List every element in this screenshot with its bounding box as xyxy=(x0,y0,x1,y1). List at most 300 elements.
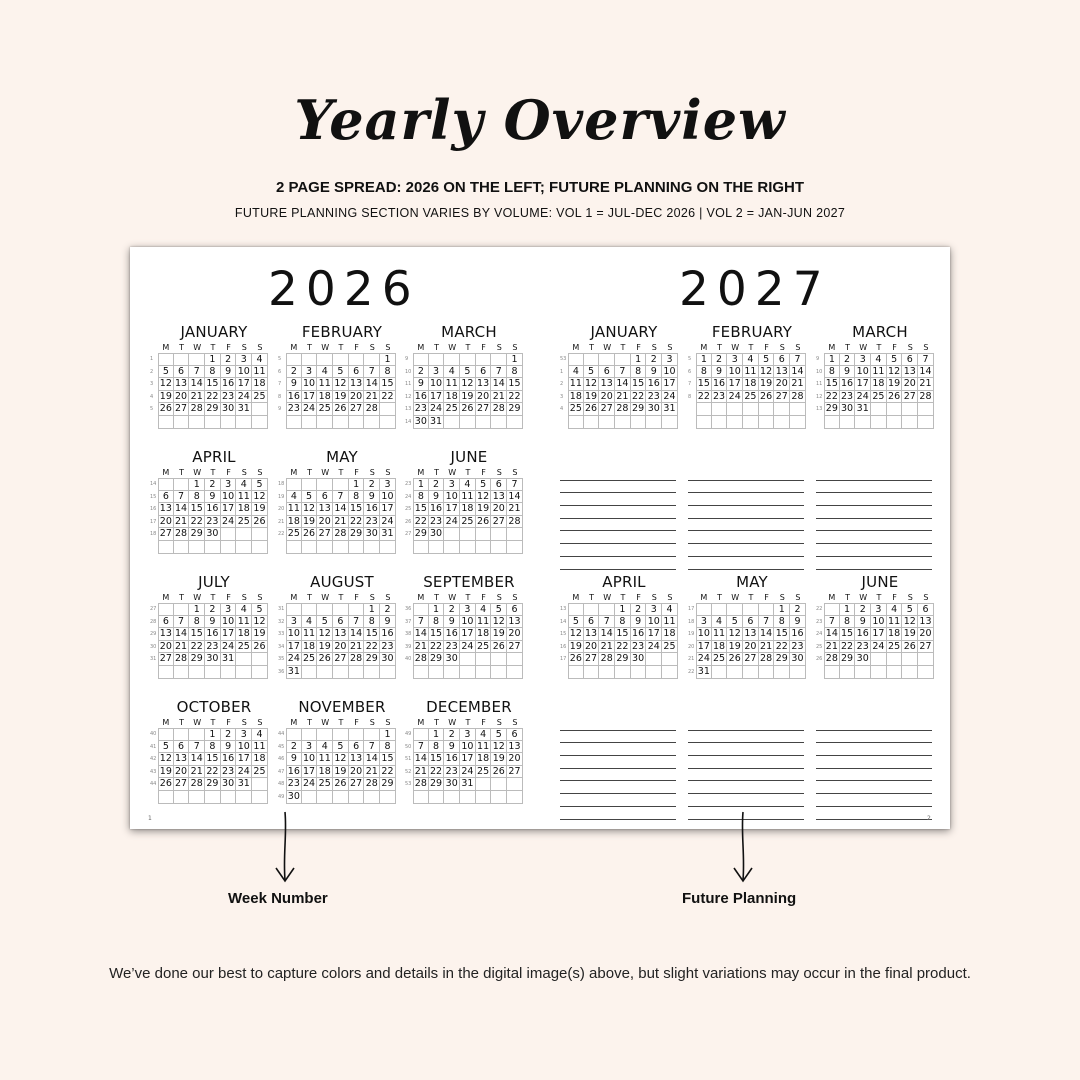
day-cell: 16 xyxy=(287,765,300,777)
weekday-label: S xyxy=(779,593,785,602)
weekday-label: T xyxy=(748,593,754,602)
weekday-label: S xyxy=(667,593,673,602)
day-cell: 10 xyxy=(302,753,318,766)
day-cell xyxy=(286,478,302,491)
day-cell: 16 xyxy=(429,503,445,516)
weekday-label: M xyxy=(572,343,580,352)
day-cell xyxy=(236,541,252,554)
day-cell: 12 xyxy=(491,616,507,629)
day-cell: 2 xyxy=(444,603,460,616)
weekday-label: F xyxy=(764,593,769,602)
week-number: 41 xyxy=(150,743,157,750)
day-cell: 20 xyxy=(174,766,190,779)
day-cell xyxy=(158,416,174,429)
day-cell: 27 xyxy=(902,391,918,404)
day-cell xyxy=(507,666,523,679)
day-cell xyxy=(790,416,806,429)
day-cell: 31 xyxy=(662,403,678,416)
weekday-label: S xyxy=(512,593,518,602)
month-name: JUNE xyxy=(861,573,899,591)
day-cell: 12 xyxy=(491,741,507,754)
week-row xyxy=(278,403,396,416)
day-cell: 7 xyxy=(790,353,806,366)
day-cell: 6 xyxy=(158,491,174,504)
day-cell xyxy=(491,353,507,366)
day-cell: 13 xyxy=(584,628,600,641)
day-cell: 12 xyxy=(887,366,903,379)
week-number: 25 xyxy=(816,643,823,650)
day-cell: 1 xyxy=(631,353,647,366)
month-may xyxy=(688,573,806,679)
week-number: 46 xyxy=(278,756,285,763)
week-row xyxy=(278,516,396,529)
week-number: 17 xyxy=(560,656,567,663)
day-cell: 11 xyxy=(317,753,333,766)
day-cell: 13 xyxy=(174,378,190,391)
day-cell: 25 xyxy=(287,528,300,540)
day-cell: 27 xyxy=(507,641,523,654)
weekday-label: F xyxy=(226,343,231,352)
day-cell xyxy=(252,403,268,416)
day-cell xyxy=(221,528,237,541)
writing-line xyxy=(816,743,932,756)
day-cell xyxy=(460,791,476,804)
week-row xyxy=(278,766,396,779)
day-cell: 1 xyxy=(205,728,221,741)
weekday-label: F xyxy=(481,468,486,477)
day-cell: 26 xyxy=(569,653,582,665)
weekday-label: M xyxy=(828,343,836,352)
weekday-label: S xyxy=(923,343,929,352)
day-cell: 18 xyxy=(317,391,333,404)
day-cell xyxy=(444,791,460,804)
day-cell: 9 xyxy=(712,366,728,379)
month-name: FEBRUARY xyxy=(301,323,383,341)
weekday-label: M xyxy=(162,343,170,352)
day-cell xyxy=(840,416,856,429)
day-cell: 1 xyxy=(824,353,840,366)
day-cell xyxy=(918,666,934,679)
day-cell: 17 xyxy=(662,378,678,391)
day-cell: 20 xyxy=(902,378,918,391)
day-cell xyxy=(584,353,600,366)
day-cell: 9 xyxy=(631,616,647,629)
day-cell: 23 xyxy=(205,516,221,529)
day-cell: 30 xyxy=(221,403,237,416)
week-row xyxy=(816,391,934,404)
day-cell xyxy=(568,416,584,429)
day-cell xyxy=(855,666,871,679)
page-title: Yearly Overview xyxy=(294,88,786,152)
day-cell xyxy=(189,541,205,554)
day-cell: 23 xyxy=(221,766,237,779)
day-cell xyxy=(349,353,365,366)
weekday-header xyxy=(278,342,396,353)
day-cell xyxy=(476,353,492,366)
day-cell: 17 xyxy=(236,378,252,391)
day-cell xyxy=(333,603,349,616)
week-number: 2 xyxy=(150,368,154,375)
day-cell: 4 xyxy=(286,491,302,504)
day-cell: 17 xyxy=(871,628,887,641)
day-cell: 29 xyxy=(774,653,790,666)
writing-line xyxy=(688,743,804,756)
day-cell: 21 xyxy=(507,503,523,516)
week-row xyxy=(560,403,678,416)
day-cell: 6 xyxy=(774,353,790,366)
week-number: 52 xyxy=(405,768,412,775)
day-cell: 12 xyxy=(727,628,743,641)
week-row xyxy=(688,353,806,366)
day-cell: 30 xyxy=(790,653,806,666)
day-cell: 25 xyxy=(743,391,759,404)
writing-line xyxy=(816,781,932,794)
day-cell: 15 xyxy=(349,503,365,516)
week-number: 15 xyxy=(560,631,567,638)
day-cell: 18 xyxy=(476,628,492,641)
day-cell: 11 xyxy=(444,378,460,391)
day-cell xyxy=(333,666,349,679)
weekday-label: T xyxy=(876,343,882,352)
weekday-label: F xyxy=(636,593,641,602)
weekday-label: S xyxy=(795,593,801,602)
week-number xyxy=(278,416,286,429)
week-row xyxy=(405,653,523,666)
day-cell: 16 xyxy=(631,628,647,641)
weekday-header xyxy=(560,592,678,603)
day-cell: 8 xyxy=(205,741,221,754)
day-cell: 17 xyxy=(221,628,237,641)
day-cell: 4 xyxy=(317,741,333,754)
day-cell xyxy=(364,728,380,741)
day-cell: 25 xyxy=(476,641,492,654)
day-cell: 3 xyxy=(380,478,396,491)
day-cell: 15 xyxy=(697,378,710,390)
day-cell: 15 xyxy=(380,753,396,766)
day-cell xyxy=(380,791,396,804)
day-cell xyxy=(646,653,662,666)
day-cell: 27 xyxy=(584,653,600,666)
future-planning-lines[interactable] xyxy=(560,468,676,570)
day-cell: 16 xyxy=(221,378,237,391)
day-cell: 1 xyxy=(774,603,790,616)
writing-line xyxy=(688,718,804,731)
day-cell: 2 xyxy=(286,366,302,379)
weekday-label: T xyxy=(338,718,344,727)
week-row xyxy=(278,503,396,516)
day-cell xyxy=(364,353,380,366)
week-row xyxy=(560,366,678,379)
day-cell: 1 xyxy=(840,603,856,616)
day-cell: 18 xyxy=(460,503,476,516)
week-row xyxy=(405,366,523,379)
day-cell xyxy=(221,666,237,679)
day-cell xyxy=(252,416,268,429)
day-cell: 27 xyxy=(918,641,934,654)
week-number: 9 xyxy=(278,406,282,413)
writing-line xyxy=(688,756,804,769)
day-cell: 31 xyxy=(380,528,396,541)
day-cell: 24 xyxy=(236,766,252,779)
month-june xyxy=(816,573,934,679)
left-page-number: 1 xyxy=(148,815,152,822)
day-cell: 5 xyxy=(158,741,174,754)
week-row xyxy=(688,416,806,429)
day-cell: 8 xyxy=(413,491,429,504)
day-cell: 6 xyxy=(333,616,349,629)
day-cell: 30 xyxy=(444,653,460,666)
day-cell: 18 xyxy=(871,378,887,391)
day-cell: 10 xyxy=(646,616,662,629)
day-cell: 28 xyxy=(790,391,806,404)
weekday-label: T xyxy=(845,593,850,602)
day-cell xyxy=(317,353,333,366)
month-name: JANUARY xyxy=(180,323,248,341)
week-number xyxy=(560,666,568,679)
day-cell: 14 xyxy=(189,378,205,391)
day-cell: 1 xyxy=(429,603,445,616)
future-planning-lines[interactable] xyxy=(816,718,932,820)
day-cell xyxy=(507,541,523,554)
week-number: 13 xyxy=(560,606,567,612)
weekday-label: W xyxy=(448,343,457,352)
day-cell xyxy=(491,528,507,541)
day-cell: 26 xyxy=(333,778,349,791)
day-cell: 3 xyxy=(460,603,476,616)
day-cell: 14 xyxy=(364,753,380,766)
day-cell: 19 xyxy=(159,765,172,777)
day-cell: 25 xyxy=(444,403,460,416)
week-row xyxy=(816,378,934,391)
week-row xyxy=(688,653,806,666)
day-cell: 3 xyxy=(302,741,318,754)
day-cell: 17 xyxy=(236,753,252,766)
day-cell: 2 xyxy=(631,603,647,616)
day-cell xyxy=(476,653,492,666)
day-cell: 24 xyxy=(221,516,237,529)
day-cell xyxy=(349,791,365,804)
day-cell: 5 xyxy=(460,366,476,379)
day-cell: 8 xyxy=(380,366,396,379)
day-cell: 20 xyxy=(918,628,934,641)
day-cell: 7 xyxy=(824,616,840,629)
day-cell: 10 xyxy=(221,616,237,629)
month-june xyxy=(405,448,523,554)
day-cell xyxy=(413,353,429,366)
weekday-label: S xyxy=(241,468,247,477)
day-cell xyxy=(476,791,492,804)
weekday-header xyxy=(405,592,523,603)
weekday-label: S xyxy=(257,343,263,352)
day-cell: 28 xyxy=(414,778,427,790)
day-cell: 14 xyxy=(918,366,934,379)
day-cell: 29 xyxy=(840,653,856,666)
day-cell: 17 xyxy=(646,628,662,641)
day-cell: 16 xyxy=(380,628,396,641)
day-cell: 6 xyxy=(349,366,365,379)
weekday-label: M xyxy=(290,718,298,727)
writing-line xyxy=(560,493,676,506)
writing-line xyxy=(560,506,676,519)
day-cell xyxy=(333,541,349,554)
weekday-label: M xyxy=(162,593,170,602)
weekday-label: T xyxy=(717,343,722,352)
day-cell xyxy=(615,666,631,679)
week-number: 26 xyxy=(816,656,823,663)
day-cell: 27 xyxy=(174,403,190,416)
day-cell: 16 xyxy=(790,628,806,641)
weekday-label: S xyxy=(651,343,657,352)
week-number: 37 xyxy=(405,618,412,625)
day-cell: 30 xyxy=(287,790,300,802)
week-number: 10 xyxy=(816,368,823,375)
day-cell: 9 xyxy=(221,366,237,379)
day-cell: 17 xyxy=(727,378,743,391)
weekday-label: W xyxy=(603,343,612,352)
week-row xyxy=(278,628,396,641)
day-cell xyxy=(380,403,396,416)
day-cell xyxy=(364,416,380,429)
weekday-label: F xyxy=(892,593,897,602)
week-number: 36 xyxy=(405,606,412,612)
day-cell xyxy=(460,528,476,541)
writing-line xyxy=(560,731,676,744)
day-cell xyxy=(236,528,252,541)
day-cell: 25 xyxy=(871,391,887,404)
future-planning-lines[interactable] xyxy=(688,718,804,820)
day-cell: 12 xyxy=(159,753,172,765)
weekday-label: M xyxy=(572,593,580,602)
day-cell xyxy=(158,541,174,554)
day-cell: 10 xyxy=(662,366,678,379)
day-cell: 15 xyxy=(840,628,856,641)
weekday-header xyxy=(405,467,523,478)
day-cell xyxy=(918,403,934,416)
day-cell xyxy=(189,728,205,741)
day-cell: 28 xyxy=(918,391,934,404)
day-cell: 19 xyxy=(887,378,903,391)
future-planning-lines[interactable] xyxy=(816,468,932,570)
day-cell: 6 xyxy=(507,728,523,741)
weekday-label: F xyxy=(354,718,359,727)
week-row xyxy=(560,653,678,666)
weekday-label: S xyxy=(907,343,913,352)
week-row xyxy=(560,391,678,404)
day-cell xyxy=(646,416,662,429)
day-cell: 9 xyxy=(221,741,237,754)
writing-line xyxy=(816,544,932,557)
week-number: 7 xyxy=(278,381,282,388)
future-planning-lines[interactable] xyxy=(560,718,676,820)
day-cell: 8 xyxy=(364,616,380,629)
day-cell: 29 xyxy=(364,653,380,666)
day-cell: 5 xyxy=(491,603,507,616)
day-cell xyxy=(759,403,775,416)
day-cell: 29 xyxy=(205,403,221,416)
weekday-label: T xyxy=(434,468,439,477)
day-cell: 10 xyxy=(380,491,396,504)
day-cell xyxy=(349,603,365,616)
day-cell xyxy=(568,603,584,616)
day-cell xyxy=(333,728,349,741)
day-cell xyxy=(236,416,252,429)
weekday-label: T xyxy=(307,468,312,477)
day-cell xyxy=(631,666,647,679)
day-cell xyxy=(317,541,333,554)
day-cell: 30 xyxy=(646,403,662,416)
day-cell: 31 xyxy=(221,653,237,666)
day-cell xyxy=(507,778,523,791)
week-number: 40 xyxy=(150,731,157,737)
day-cell: 20 xyxy=(491,503,507,516)
day-cell xyxy=(460,353,476,366)
day-cell: 6 xyxy=(174,366,190,379)
day-cell: 19 xyxy=(902,628,918,641)
day-cell: 8 xyxy=(380,741,396,754)
day-cell: 23 xyxy=(790,641,806,654)
day-cell: 22 xyxy=(697,390,710,402)
day-cell: 12 xyxy=(759,366,775,379)
day-cell: 30 xyxy=(840,403,856,416)
day-cell xyxy=(444,541,460,554)
day-cell: 16 xyxy=(444,753,460,766)
week-row xyxy=(150,353,268,366)
weekday-label: T xyxy=(465,593,471,602)
future-planning-lines[interactable] xyxy=(688,468,804,570)
week-row xyxy=(405,641,523,654)
weekday-label: T xyxy=(589,593,594,602)
week-row xyxy=(278,641,396,654)
day-cell: 13 xyxy=(774,366,790,379)
week-row xyxy=(405,616,523,629)
week-number: 17 xyxy=(688,606,695,612)
weekday-header xyxy=(278,717,396,728)
day-cell: 24 xyxy=(646,641,662,654)
day-cell: 30 xyxy=(631,653,647,666)
day-cell: 3 xyxy=(221,603,237,616)
day-cell: 21 xyxy=(759,641,775,654)
day-cell xyxy=(759,416,775,429)
week-row xyxy=(278,666,396,679)
day-cell: 16 xyxy=(364,503,380,516)
day-cell: 28 xyxy=(599,653,615,666)
week-row xyxy=(816,641,934,654)
day-cell xyxy=(584,603,600,616)
weekday-label: T xyxy=(338,343,344,352)
day-cell: 24 xyxy=(871,641,887,654)
day-cell: 18 xyxy=(287,515,300,527)
week-row xyxy=(150,503,268,516)
weekday-label: T xyxy=(620,343,626,352)
day-cell: 21 xyxy=(615,391,631,404)
day-cell xyxy=(727,603,743,616)
week-row xyxy=(150,778,268,791)
weekday-header xyxy=(278,592,396,603)
writing-line xyxy=(560,531,676,544)
day-cell: 14 xyxy=(349,628,365,641)
day-cell xyxy=(712,603,728,616)
day-cell: 19 xyxy=(302,516,318,529)
day-cell xyxy=(918,653,934,666)
day-cell: 1 xyxy=(189,478,205,491)
weekday-label: W xyxy=(448,593,457,602)
week-row xyxy=(150,728,268,741)
day-cell: 9 xyxy=(364,491,380,504)
day-cell xyxy=(236,791,252,804)
day-cell: 20 xyxy=(584,641,600,654)
week-number: 18 xyxy=(688,618,695,625)
day-cell xyxy=(380,666,396,679)
